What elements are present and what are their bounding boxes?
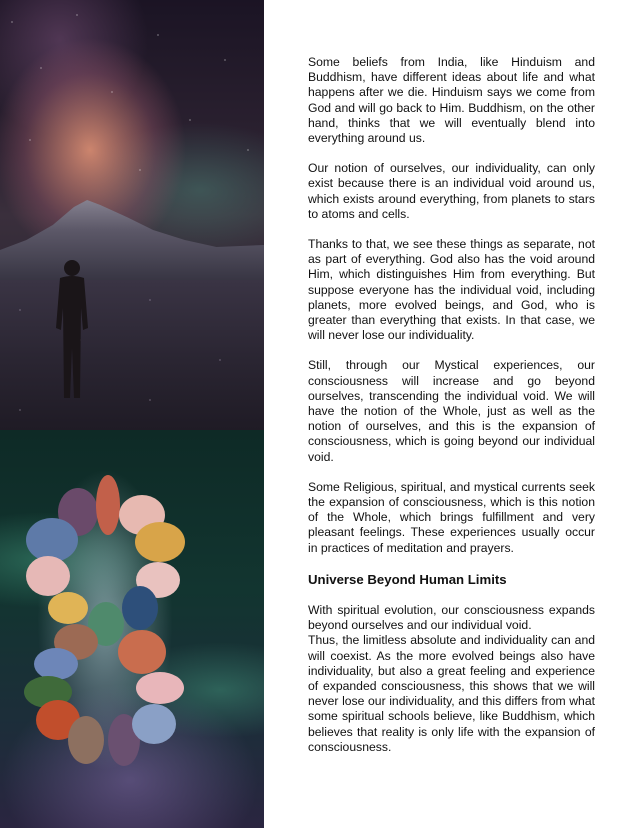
person-silhouette xyxy=(50,258,94,398)
paragraph-individual-void: Thanks to that, we see these things as separate, not as part of everything. God also has the void around Him, which distinguishes Him from everything. But suppose everyone has the individual void, including planets, more evolved beings, and God, who is greater than everything that exists. In that case, we will never lose our individuality. xyxy=(308,237,595,343)
starfield xyxy=(0,0,264,230)
paragraph-beliefs: Some beliefs from India, like Hinduism and Buddhism, have different ideas about life and what happens after we die. Hinduism says we come from God and will go back to Him. Buddhism, on the other hand, thinks that we will eventually blend into everything around us. xyxy=(308,55,595,146)
article-text xyxy=(308,55,595,770)
night-sky-photo xyxy=(0,0,264,430)
crystal-stones-photo xyxy=(0,430,264,828)
paragraph-spiritual-evolution: With spiritual evolution, our consciousness expands beyond ourselves and our individual void. xyxy=(308,602,595,633)
paragraph-mystical-experiences: Still, through our Mystical experiences, our consciousness will increase and go beyond ourselves, transcending the individual void. We will have the notion of the Whole, just as well as the notion of ourselves, and this is the expansion of consciousness, which is going beyond our individual void. xyxy=(308,358,595,464)
paragraph-coexistence: Thus, the limitless absolute and individuality can and will coexist. As the more evolved beings also have individuality, but also a great feeling and experience of expanded consciousness, this shows that we will never lose our individuality, and this differs from what some spiritual schools believe, like Buddhism, which believes that reality is only life with the expansion of consciousness. xyxy=(308,633,595,754)
desert-ground xyxy=(0,280,264,430)
paragraph-individuality: Our notion of ourselves, our individuality, can only exist because there is an individual void around us, which exists around everything, from planets to stars to atoms and cells. xyxy=(308,161,595,221)
section-heading: Universe Beyond Human Limits xyxy=(308,571,507,587)
paragraph-expansion-of-consciousness: Some Religious, spiritual, and mystical currents seek the expansion of consciousness, which is this notion of the Whole, which brings fulfillment and very pleasant feelings. These experiences usually occur in practices of meditation and prayers. xyxy=(308,479,595,555)
illustration-column xyxy=(0,0,264,828)
crystal-stones-arrangement xyxy=(0,430,264,828)
